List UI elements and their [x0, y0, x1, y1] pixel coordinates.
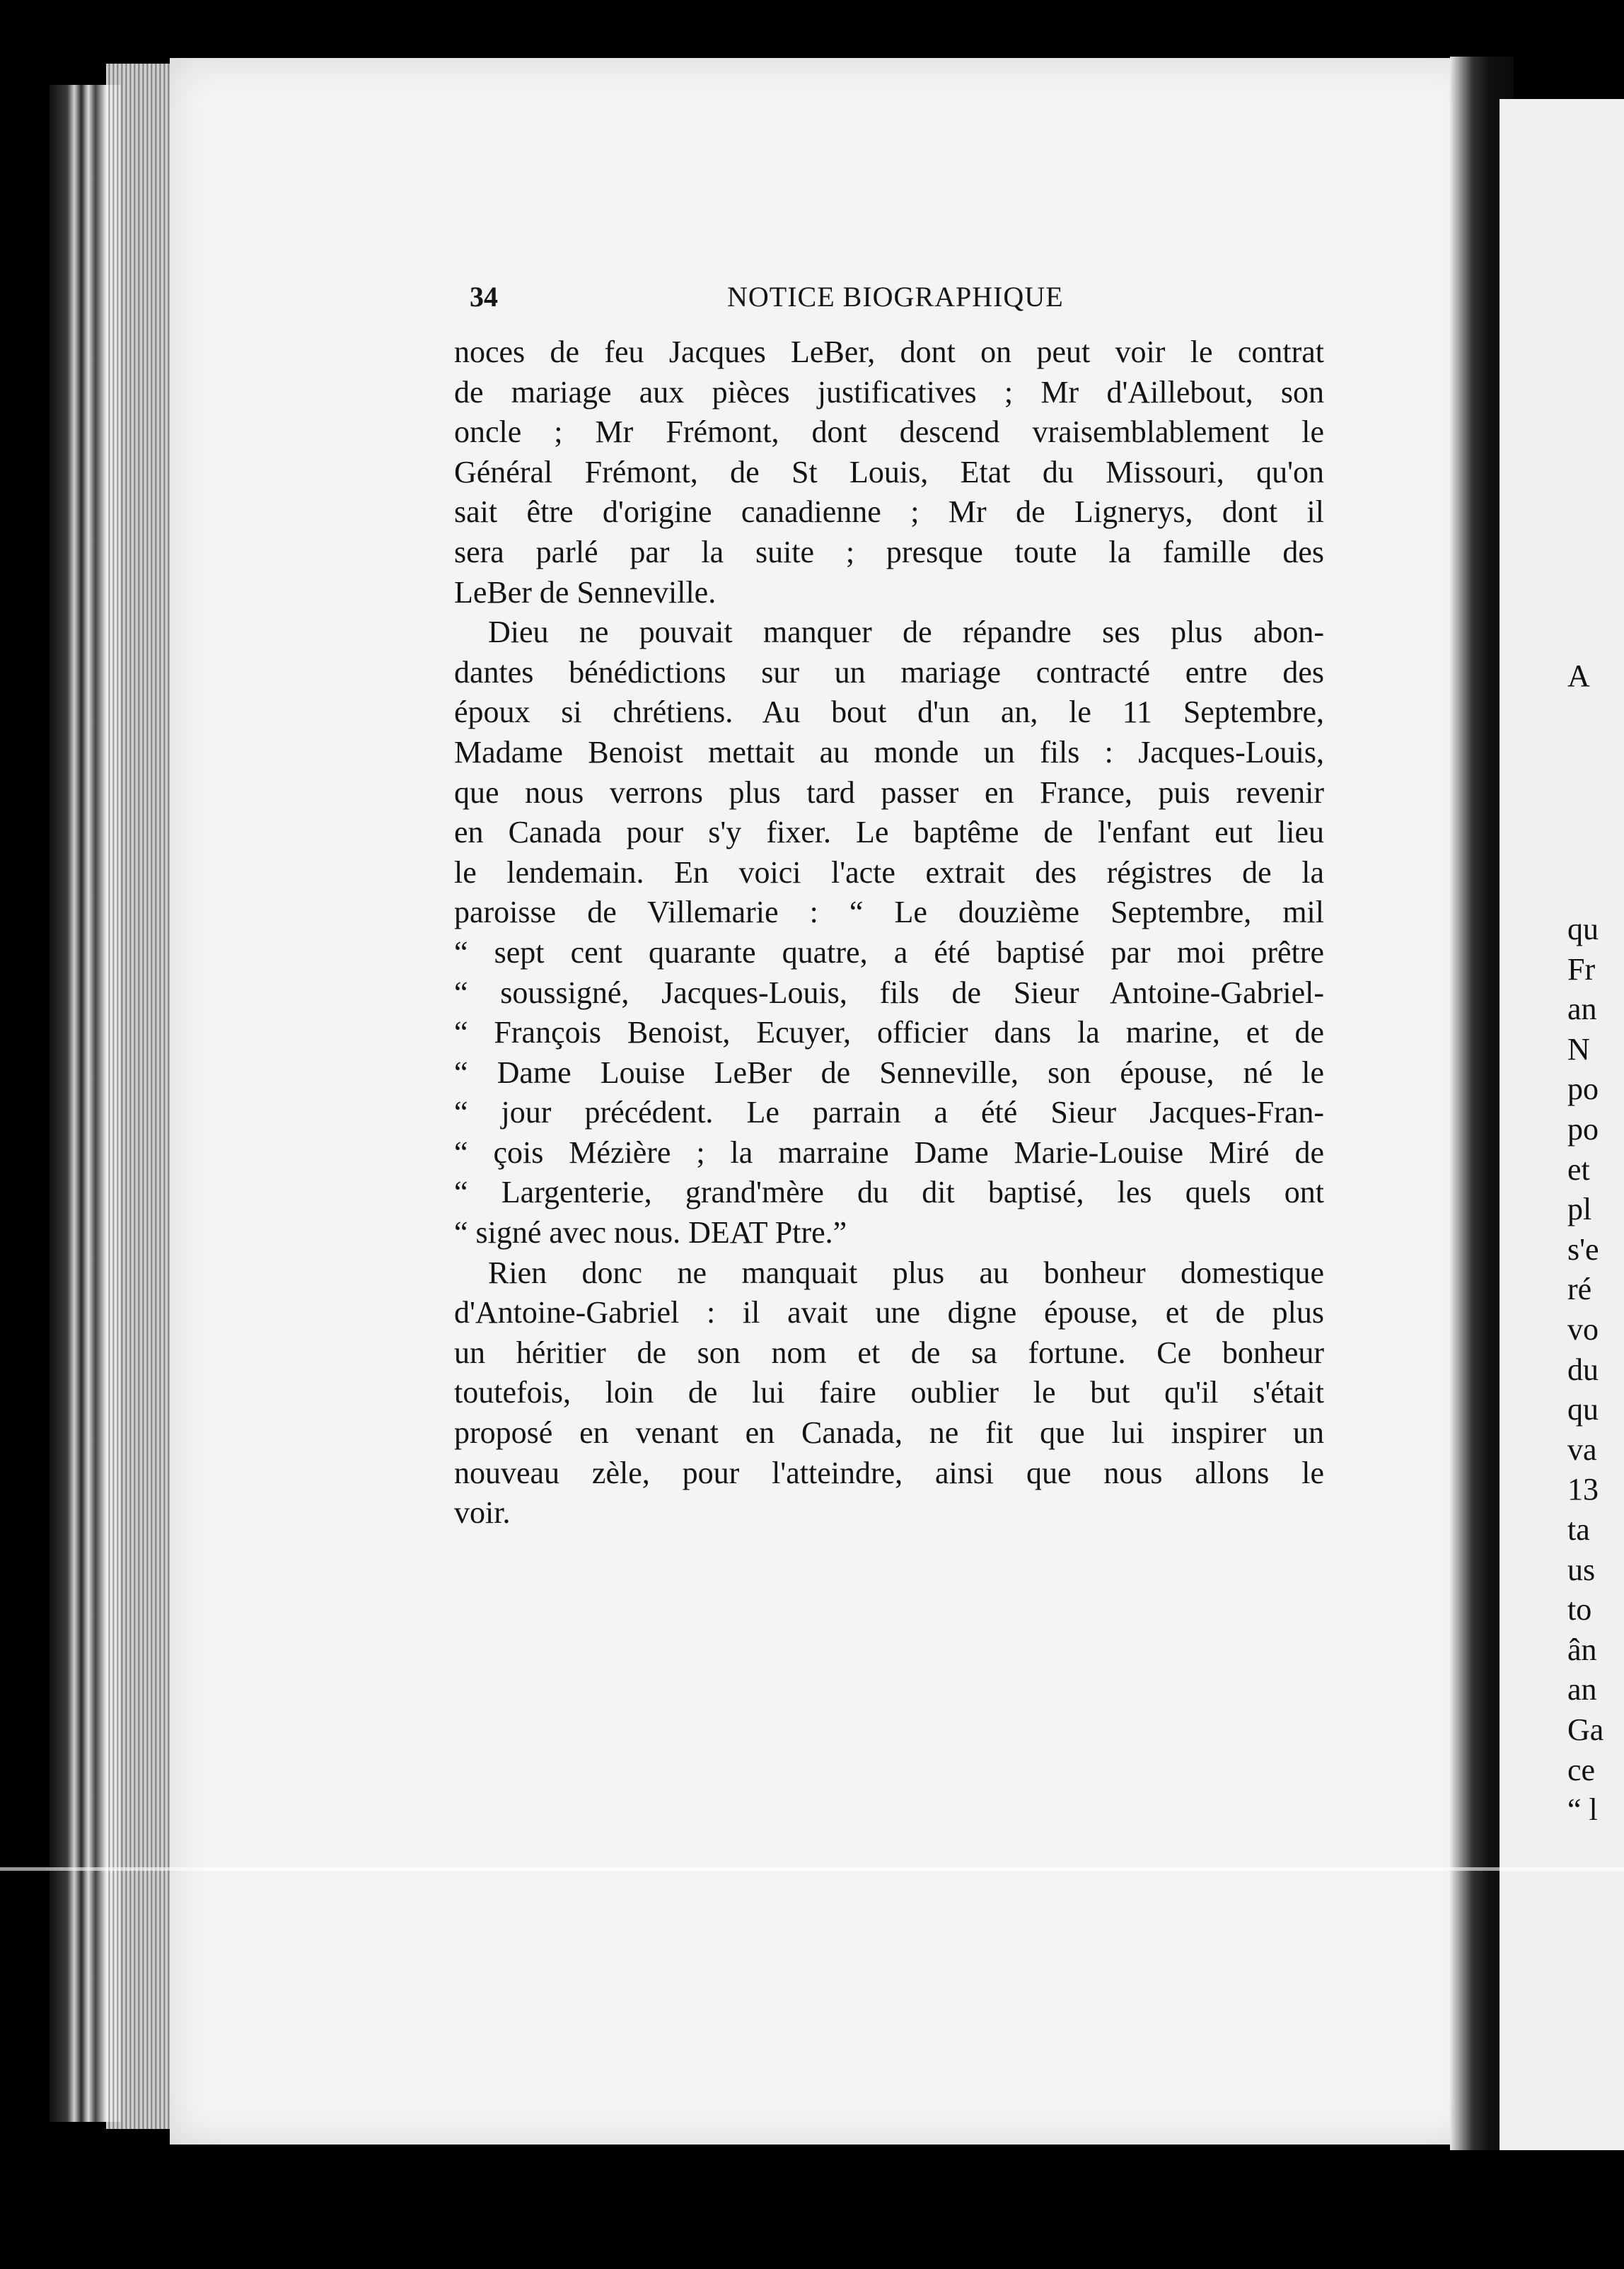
facing-page-fragment: to [1567, 1592, 1592, 1627]
facing-page-fragment: po [1567, 1112, 1599, 1147]
text-line: “ jour précédent. Le parrain a été Sieur Jacques-Fran- [454, 1095, 1324, 1130]
facing-page-fragment: pl [1567, 1192, 1592, 1227]
facing-page-fragment: ce [1567, 1752, 1596, 1787]
facing-page-fragment: N [1567, 1031, 1590, 1067]
page-edges [106, 64, 177, 2129]
text-line: toutefois, loin de lui faire oublier le but qu'il s'était [454, 1375, 1324, 1410]
text-line: sait être d'origine canadienne ; Mr de Lignerys, dont il [454, 494, 1324, 530]
paragraph [454, 613, 1324, 1253]
facing-page-fragment: du [1567, 1352, 1599, 1387]
facing-page-fragment: “ l [1567, 1792, 1598, 1828]
text-line: Madame Benoist mettait au monde un fils : Jacques-Louis, [454, 734, 1324, 770]
facing-page-fragment: s'e [1567, 1231, 1599, 1267]
text-line: oncle ; Mr Frémont, dont descend vraisemblablement le [454, 414, 1324, 450]
text-line: “ François Benoist, Ecuyer, officier dans la marine, et de [454, 1015, 1324, 1050]
text-line: sera parlé par la suite ; presque toute la famille des [454, 534, 1324, 569]
facing-page-fragment: 13 [1567, 1472, 1599, 1507]
paragraph [454, 332, 1324, 613]
text-line: proposé en venant en Canada, ne fit que lui inspirer un [454, 1415, 1324, 1451]
facing-page-fragment: ré [1567, 1272, 1592, 1307]
text-line: de mariage aux pièces justificatives ; Mr d'Aillebout, son [454, 374, 1324, 410]
facing-page-fragment: an [1567, 992, 1597, 1027]
text-line: un héritier de son nom et de sa fortune. Ce bonheur [454, 1335, 1324, 1370]
text-line: Dieu ne pouvait manquer de répandre ses plus abon- [488, 615, 1324, 650]
facing-page-fragment: qu [1567, 912, 1599, 946]
text-line: “ sept cent quarante quatre, a été baptisé par moi prêtre [454, 934, 1324, 970]
facing-page-letter: A [1567, 658, 1590, 693]
text-line: que nous verrons plus tard passer en France, puis revenir [454, 774, 1324, 810]
facing-page-fragment: qu [1567, 1392, 1599, 1427]
paragraph [454, 1253, 1324, 1533]
text-line: d'Antoine-Gabriel : il avait une digne épouse, et de plus [454, 1295, 1324, 1330]
text-line: Général Frémont, de St Louis, Etat du Missouri, qu'on [454, 454, 1324, 489]
text-line: noces de feu Jacques LeBer, dont on peut voir le contrat [454, 335, 1324, 369]
facing-page-fragment: Fr [1567, 951, 1596, 987]
running-head [470, 280, 1333, 323]
text-line: en Canada pour s'y fixer. Le baptême de l'enfant eut lieu [454, 815, 1324, 850]
text-line: dantes bénédictions sur un mariage contracté entre des [454, 654, 1324, 690]
facing-page-fragment: an [1567, 1672, 1597, 1707]
facing-page [1500, 99, 1624, 2150]
facing-page-fragment: Ga [1567, 1712, 1604, 1747]
text-line: “ Largenterie, grand'mère du dit baptisé, les quels ont [454, 1175, 1324, 1210]
facing-page-fragment: po [1567, 1072, 1599, 1107]
text-line: “ çois Mézière ; la marraine Dame Marie-Louise Miré de [454, 1134, 1324, 1170]
text-line: “ soussigné, Jacques-Louis, fils de Sieur Antoine-Gabriel- [454, 975, 1324, 1010]
facing-page-fragment: ân [1567, 1632, 1597, 1667]
text-line: le lendemain. En voici l'acte extrait des régistres de la [454, 854, 1324, 890]
text-line: “ Dame Louise LeBer de Senneville, son épouse, né le [454, 1055, 1324, 1090]
text-line: LeBer de Senneville. [454, 574, 717, 610]
text-line: Rien donc ne manquait plus au bonheur domestique [488, 1255, 1324, 1290]
text-line: paroisse de Villemarie : “ Le douzième Septembre, mil [454, 895, 1324, 930]
body-text [454, 332, 1324, 1533]
text-line: “ signé avec nous. DEAT Ptre.” [454, 1215, 847, 1250]
facing-page-fragment: vo [1567, 1312, 1599, 1347]
facing-page-fragment: va [1567, 1432, 1597, 1467]
text-line: voir. [454, 1495, 511, 1531]
text-line: époux si chrétiens. Au bout d'un an, le 11 Septembre, [454, 695, 1324, 730]
facing-page-fragment: ta [1567, 1512, 1590, 1547]
scan-artifact-line [0, 1867, 1624, 1871]
page-number: 34 [470, 281, 498, 313]
facing-page-fragment: us [1567, 1552, 1596, 1587]
text-line: nouveau zèle, pour l'atteindre, ainsi que nous allons le [454, 1455, 1324, 1490]
running-head-title: NOTICE BIOGRAPHIQUE [727, 281, 1064, 313]
facing-page-fragment: et [1567, 1151, 1590, 1187]
